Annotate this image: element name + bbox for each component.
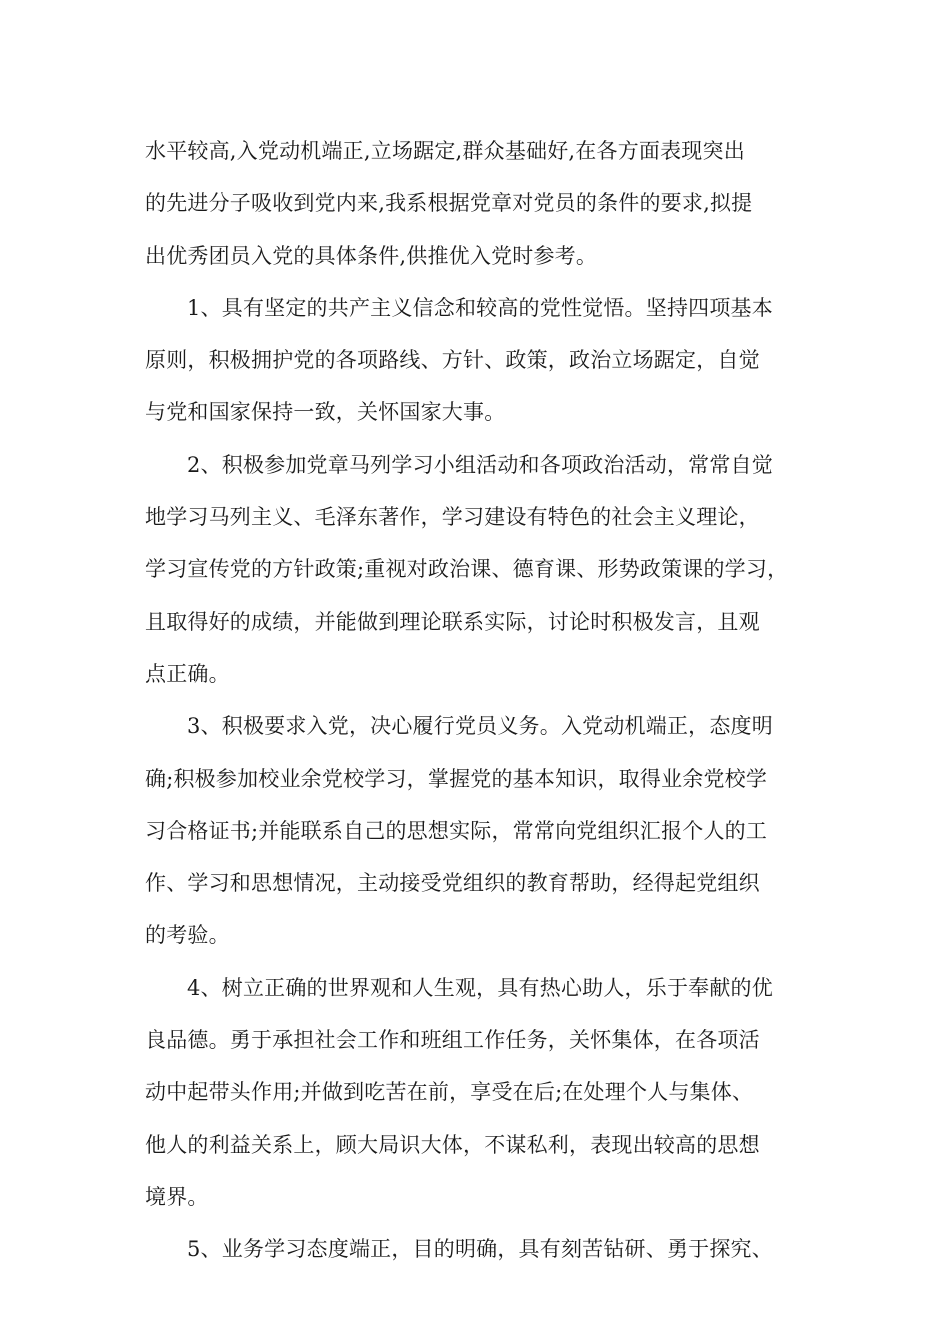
document-body [145,131,825,1282]
text-line: 习合格证书;并能联系自己的思想实际，常常向党组织汇报个人的工 [145,818,768,843]
text-line: 与党和国家保持一致，关怀国家大事。 [145,400,506,425]
text-line: 境界。 [145,1184,209,1209]
text-line: 学习宣传党的方针政策;重视对政治课、德育课、形势政策课的学习， [145,557,789,582]
text-line: 确;积极参加校业余党校学习，掌握党的基本知识，取得业余党校学 [145,766,768,791]
text-line: 动中起带头作用;并做到吃苦在前，享受在后;在处理个人与集体、 [145,1080,754,1105]
text-line: 良品德。勇于承担社会工作和班组工作任务，关怀集体，在各项活 [145,1028,760,1053]
paragraph-first-line: 3、积极要求入党，决心履行党员义务。入党动机端正，态度明 [187,714,773,739]
text-line: 的考验。 [145,923,230,948]
paragraph-first-line: 5、业务学习态度端正，目的明确，具有刻苦钻研、勇于探究、 [187,1237,773,1262]
text-line: 作、学习和思想情况，主动接受党组织的教育帮助，经得起党组织 [145,871,760,896]
text-line: 地学习马列主义、毛泽东著作，学习建设有特色的社会主义理论， [145,505,760,530]
text-line: 出优秀团员入党的具体条件,供推优入党时参考。 [145,243,598,268]
paragraph-first-line: 4、树立正确的世界观和人生观，具有热心助人，乐于奉献的优 [187,975,773,1000]
paragraph-first-line: 1、具有坚定的共产主义信念和较高的党性觉悟。坚持四项基本 [187,295,773,320]
text-line: 他人的利益关系上，顾大局识大体，不谋私利，表现出较高的思想 [145,1132,760,1157]
paragraph-first-line: 2、积极参加党章马列学习小组活动和各项政治活动，常常自觉 [187,452,773,477]
text-line: 且取得好的成绩，并能做到理论联系实际，讨论时积极发言，且观 [145,609,760,634]
text-line: 点正确。 [145,661,230,686]
text-line: 的先进分子吸收到党内来,我系根据党章对党员的条件的要求,拟提 [145,191,753,216]
text-line: 水平较高,入党动机端正,立场踞定,群众基础好,在各方面表现突出 [145,139,745,163]
text-line: 原则，积极拥护党的各项路线、方针、政策，政治立场踞定，自觉 [145,348,760,373]
